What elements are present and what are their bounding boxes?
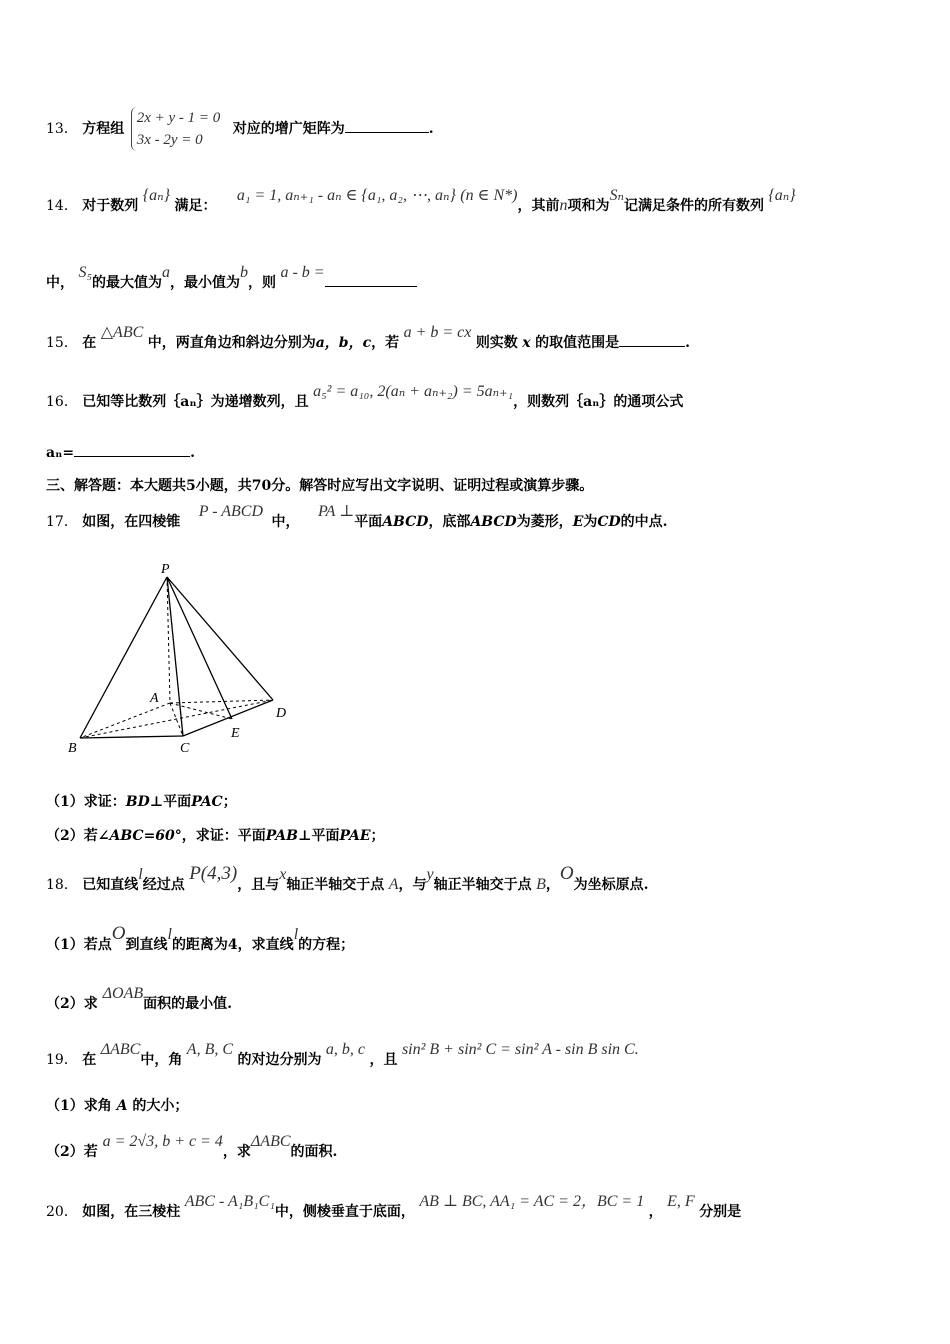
q13	[46, 104, 434, 154]
q18-x: x	[279, 866, 287, 883]
q18-p1-l: l	[167, 926, 172, 943]
q18-p1-text4: 的方程；	[298, 937, 355, 953]
label-P: P	[161, 562, 170, 577]
q14-text2: 满足：	[174, 198, 217, 214]
q17-p2-PAB: PAB	[265, 828, 299, 844]
q17-p1-end: ；	[222, 794, 237, 810]
q18-p1-text2: 到直线	[125, 937, 168, 953]
q18-p2-triangle: ΔOAB	[102, 985, 144, 1002]
q17-p2-angle: ∠ABC=60°	[97, 828, 182, 844]
q18-text3: ，且与	[237, 877, 280, 893]
q18-p1-O: O	[111, 923, 126, 944]
edge-PD	[167, 577, 273, 700]
q19-part2	[46, 1133, 338, 1162]
q14-text8: ，最小值为	[170, 275, 241, 291]
q15-text3: ，若	[371, 335, 400, 351]
q20	[46, 1193, 742, 1222]
q19-text1: 在	[82, 1052, 97, 1068]
q17-p1-PAC: PAC	[191, 794, 223, 810]
section-3-heading: 三、解答题：本大题共5小题，共70分。解答时应写出文字说明、证明过程或演算步骤。	[46, 478, 594, 494]
q14-sequence2: {aₙ}	[768, 187, 796, 204]
q14-condition: a₁ = 1, aₙ₊₁ - aₙ ∈ {a₁, a₂, ⋯, aₙ}	[236, 187, 456, 204]
edge-AB	[80, 703, 170, 738]
q13-end: .	[428, 121, 434, 137]
q14-text6: 中，	[46, 275, 74, 291]
q20-text4: 分别是	[699, 1204, 742, 1220]
q18-p1-text1: （1）若点	[46, 937, 112, 953]
q14-text3: ，其前	[517, 198, 560, 214]
q13-answer-blank	[345, 118, 429, 133]
q17-p1-BD: BD	[125, 794, 150, 810]
q14-line2	[46, 264, 417, 293]
q17-text7: 的中点.	[620, 514, 668, 530]
q13-equation-system	[131, 107, 221, 151]
q20-text3: ，	[648, 1204, 663, 1220]
q17-pyramid: P - ABCD	[198, 503, 264, 520]
q17-ABCD: ABCD	[382, 514, 429, 530]
q18-text4: 轴正半轴交于点	[286, 877, 385, 893]
q18-number: 18．	[46, 877, 78, 893]
q18-p2-text1: （2）求	[46, 996, 98, 1012]
q15-end: .	[685, 335, 690, 351]
q14-text4: 项和为	[567, 198, 610, 214]
q19-equation: sin² B + sin² C = sin² A - sin B sin C.	[401, 1041, 639, 1058]
q15-x: x	[522, 335, 531, 351]
q17-text1: 如图，在四棱锥	[82, 514, 181, 530]
q19-text2: 中，角	[140, 1052, 183, 1068]
q15	[46, 324, 690, 353]
q19-sides: a, b, c	[325, 1041, 366, 1058]
q19-number: 19．	[46, 1052, 78, 1068]
q18-B: B	[536, 876, 546, 893]
q17-p2-text2: ，求证：平面	[181, 828, 266, 844]
q17-text6: 为	[583, 514, 598, 530]
q16-text2: ，则数列｛aₙ｝的通项公式	[513, 394, 684, 410]
q19-angles: A, B, C	[186, 1041, 234, 1058]
q18-p1-text3: 的距离为4，求直线	[171, 937, 294, 953]
q15-text5: 的取值范围是	[535, 335, 620, 351]
q20-EF: E, F	[667, 1193, 695, 1210]
q16-end: .	[190, 445, 195, 461]
q18-A: A	[388, 876, 399, 893]
q17-CD: CD	[597, 514, 621, 530]
q15-vars: a，b，c	[315, 335, 372, 351]
edge-PB	[80, 577, 167, 738]
q14-a: a	[162, 264, 171, 281]
q16-answer-label: aₙ=	[46, 445, 75, 461]
q18-text2: 经过点	[142, 877, 185, 893]
q14-b: b	[240, 264, 249, 281]
q18-text5: ，与	[398, 877, 427, 893]
q18-text7: ，	[545, 877, 560, 893]
q17-text5: 为菱形，	[516, 514, 573, 530]
q18-l: l	[138, 866, 143, 883]
q17	[46, 503, 668, 532]
q14-sequence: {aₙ}	[142, 187, 171, 204]
q15-number: 15．	[46, 335, 78, 351]
q13-number: 13．	[46, 121, 78, 137]
q14-text1: 对于数列	[82, 198, 139, 214]
q19-p2-text2: ，求	[222, 1144, 251, 1160]
q17-pyramid-figure	[60, 556, 300, 756]
q16-condition: a₅² = a₁₀, 2(aₙ + aₙ₊₂) = 5aₙ₊₁	[313, 383, 514, 400]
q18-part2	[46, 985, 232, 1014]
q15-text1: 在	[82, 335, 97, 351]
q14-expression: a - b =	[280, 264, 325, 281]
edge-BC	[80, 736, 183, 738]
q19-text3: 的对边分别为	[237, 1052, 322, 1068]
q18-p2-text2: 面积的最小值.	[143, 996, 232, 1012]
q17-text4: ，底部	[428, 514, 471, 530]
q17-ABCD-2: ABCD	[470, 514, 517, 530]
q19-p1-A: A	[116, 1098, 128, 1114]
q20-text2: 中，侧棱垂直于底面，	[274, 1204, 415, 1220]
q18	[46, 863, 649, 895]
label-C: C	[180, 741, 190, 756]
label-A: A	[150, 691, 159, 706]
q17-PA-perp: PA ⊥	[317, 503, 355, 520]
q14-text5: 记满足条件的所有数列	[623, 198, 764, 214]
q17-p2-end: ；	[370, 828, 385, 844]
q15-triangle: △ABC	[100, 324, 144, 341]
q17-E: E	[572, 514, 584, 530]
q15-equation: a + b = cx	[403, 324, 472, 341]
label-E: E	[231, 726, 240, 741]
q17-number: 17．	[46, 514, 78, 530]
q19	[46, 1041, 639, 1070]
q18-text1: 已知直线	[82, 877, 139, 893]
q14-Sn: Sₙ	[609, 187, 624, 204]
q13-eq2: 3x - 2y = 0	[136, 132, 203, 148]
q20-condition: AB ⊥ BC, AA₁ = AC = 2，BC = 1	[419, 1193, 645, 1210]
q14-domain: (n ∈ N*)	[460, 187, 518, 204]
q17-p1-text1: （1）求证：	[46, 794, 126, 810]
q14-S5: S₅	[78, 264, 93, 281]
q19-triangle: ΔABC	[100, 1041, 141, 1058]
edge-PE	[167, 577, 232, 719]
q14-line1	[46, 187, 796, 216]
q16-answer	[46, 442, 195, 463]
q17-part2	[46, 826, 385, 846]
q17-p2-PAE: PAE	[339, 828, 371, 844]
q19-p1-text2: 的大小；	[132, 1098, 189, 1114]
q15-answer-blank	[619, 332, 685, 347]
q13-text: 对应的增广矩阵为	[232, 121, 345, 137]
q20-prism: ABC - A₁B₁C₁	[184, 1193, 275, 1210]
q20-number: 20．	[46, 1204, 78, 1220]
edge-BD	[80, 700, 273, 738]
q19-part1	[46, 1096, 188, 1116]
q17-p1-text2: ⊥平面	[149, 794, 192, 810]
label-B: B	[68, 741, 77, 756]
q18-part1	[46, 923, 355, 955]
q14-n: n	[559, 197, 568, 214]
q16-answer-blank	[74, 442, 190, 457]
q17-p2-text1: （2）若	[46, 828, 98, 844]
q16-text1: 已知等比数列｛aₙ｝为递增数列，且	[82, 394, 309, 410]
q17-text2: 中，	[271, 514, 300, 530]
q14-answer-blank	[325, 272, 417, 287]
q20-text1: 如图，在三棱柱	[82, 1204, 181, 1220]
q18-point-P: P(4,3)	[189, 863, 238, 884]
q17-part1	[46, 792, 237, 812]
q15-text4: 则实数	[475, 335, 518, 351]
q19-p2-text3: 的面积.	[290, 1144, 338, 1160]
q19-p1-text1: （1）求角	[46, 1098, 112, 1114]
q14-number: 14．	[46, 198, 78, 214]
q18-text6: 轴正半轴交于点	[433, 877, 532, 893]
q18-O: O	[559, 863, 574, 884]
edge-PC	[167, 577, 183, 736]
q19-p2-equation: a = 2√3, b + c = 4	[102, 1133, 223, 1150]
q18-text8: 为坐标原点.	[573, 877, 649, 893]
q16	[46, 383, 684, 412]
q19-p2-text1: （2）若	[46, 1144, 98, 1160]
label-D: D	[276, 706, 287, 721]
q18-p1-l2: l	[293, 926, 299, 943]
q16-number: 16．	[46, 394, 78, 410]
q14-text9: ，则	[248, 275, 277, 291]
q15-text2: 中，两直角边和斜边分别为	[147, 335, 316, 351]
edge-CD	[183, 700, 273, 736]
q18-y: y	[426, 866, 434, 883]
q19-p2-triangle: ΔABC	[250, 1133, 291, 1150]
q19-text4: ，且	[369, 1052, 398, 1068]
q13-eq1: 2x + y - 1 = 0	[136, 110, 221, 126]
q17-text3: 平面	[354, 514, 383, 530]
q17-p2-text3: ⊥平面	[298, 828, 340, 844]
q14-text7: 的最大值为	[92, 275, 163, 291]
q13-label: 方程组	[82, 121, 125, 137]
